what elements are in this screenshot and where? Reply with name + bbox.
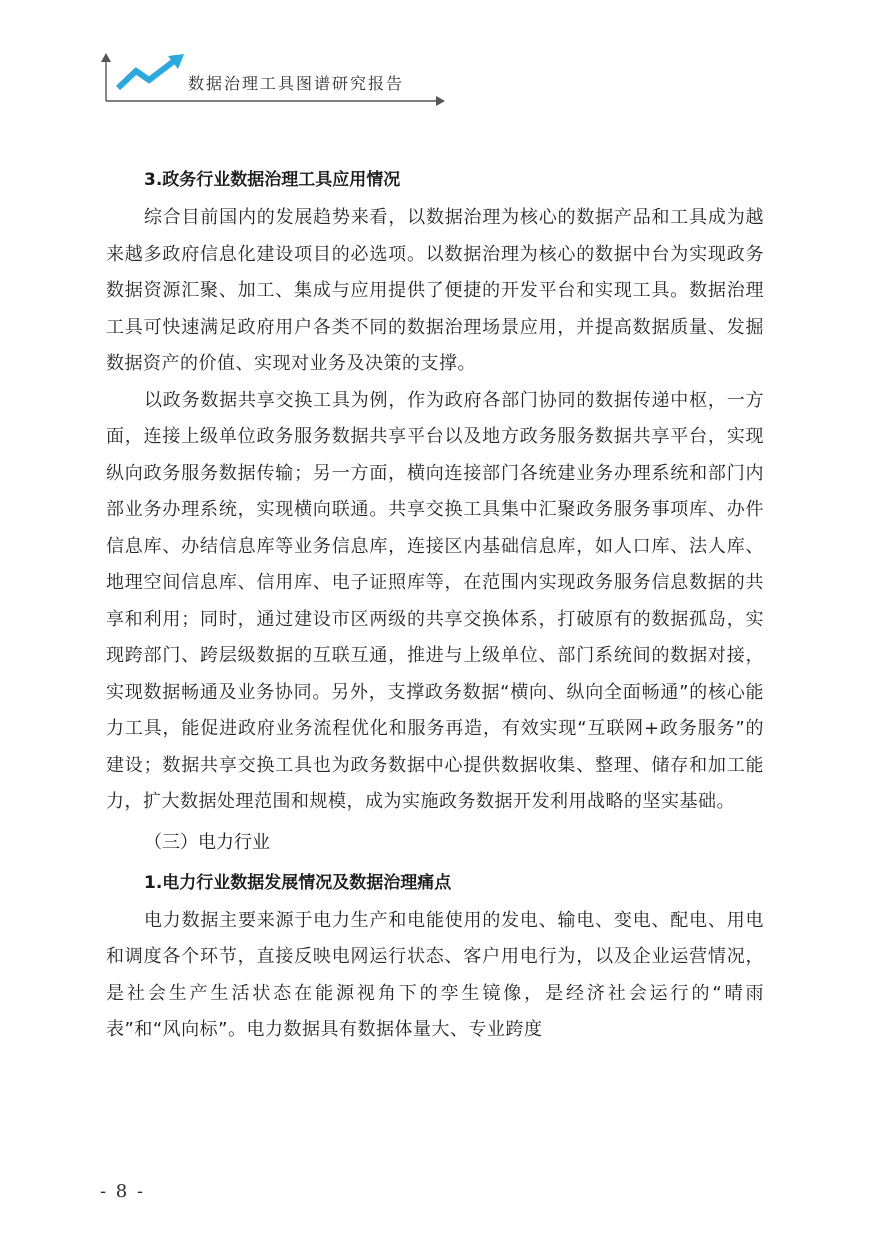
paragraph: 以政务数据共享交换工具为例，作为政府各部门协同的数据传递中枢，一方面，连接上级单位政务服务数据共享平台以及地方政务服务数据共享平台，实现纵向政务服务数据传输；另一方面，横向连接部门各统建业务办理系统和部门内部业务办理系统，实现横向联通。共享交换工具集中汇聚政务服务事项库、办件信息库、办结信息库等业务信息库，连接区内基础信息库，如人口库、法人库、地理空间信息库、信用库、电子证照库等，在范围内实现政务服务信息数据的共享和利用；同时，通过建设市区两级的共享交换体系，打破原有的数据孤岛，实现跨部门、跨层级数据的互联互通，推进与上级单位、部门系统间的数据对接，实现数据畅通及业务协同。另外，支撑政务数据“横向、纵向全面畅通”的核心能力工具，能促进政府业务流程优化和服务再造，有效实现“互联网+政务服务”的建设；数据共享交换工具也为政务数据中心提供数据收集、整理、储存和加工能力，扩大数据处理范围和规模，成为实施政务数据开发利用战略的坚实基础。 [106,389,764,812]
page-number: - 8 - [100,1181,146,1202]
page-content [106,160,764,1049]
subsection-heading: 3.政务行业数据治理工具应用情况 [144,170,401,190]
header-title: 数据治理工具图谱研究报告 [188,74,405,93]
section-heading: （三）电力行业 [144,831,270,853]
subsection-heading: 1.电力行业数据发展情况及数据治理痛点 [144,872,452,893]
paragraph: 综合目前国内的发展趋势来看，以数据治理为核心的数据产品和工具成为越来越多政府信息化建设项目的必选项。以数据治理为核心的数据中台为实现政务数据资源汇聚、加工、集成与应用提供了便捷的开发平台和实现工具。数据治理工具可快速满足政府用户各类不同的数据治理场景应用，并提高数据质量、发掘数据资产的价值、实现对业务及决策的支撑。 [106,207,764,374]
paragraph: 电力数据主要来源于电力生产和电能使用的发电、输电、变电、配电、用电和调度各个环节，直接反映电网运行状态、客户用电行为，以及企业运营情况，是社会生产生活状态在能源视角下的孪生镜像，是经济社会运行的“晴雨表”和“风向标”。电力数据具有数据体量大、专业跨度 [106,909,764,1040]
